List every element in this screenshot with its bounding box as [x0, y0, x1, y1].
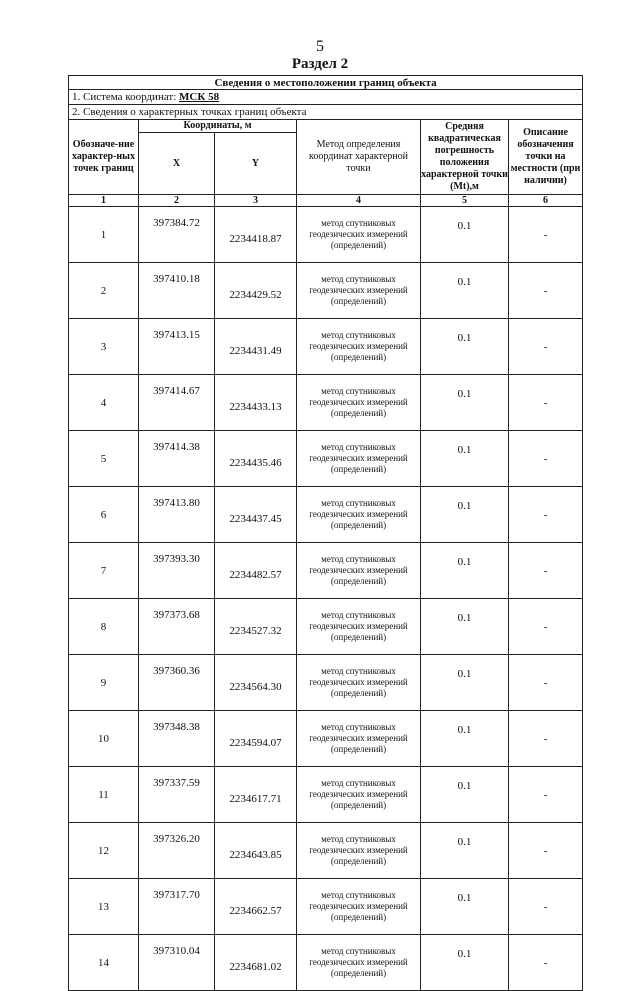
header-method: Метод определения координат характерной точки [297, 120, 421, 195]
error-cell: 0.1 [421, 431, 509, 487]
x-coordinate-cell: 397348.38 [139, 711, 215, 767]
y-coordinate-cell: 2234662.57 [215, 879, 297, 935]
table-row [69, 935, 583, 991]
description-cell: - [509, 711, 583, 767]
header-y: Y [215, 133, 297, 195]
method-cell: метод спутниковых геодезических измерений (определений) [297, 319, 421, 375]
description-cell: - [509, 487, 583, 543]
description-cell: - [509, 599, 583, 655]
error-cell: 0.1 [421, 487, 509, 543]
description-cell: - [509, 431, 583, 487]
error-cell: 0.1 [421, 879, 509, 935]
y-coordinate-cell: 2234482.57 [215, 543, 297, 599]
point-number-cell: 3 [69, 319, 139, 375]
error-cell: 0.1 [421, 263, 509, 319]
y-coordinate-cell: 2234594.07 [215, 711, 297, 767]
column-number: 3 [215, 195, 297, 207]
method-cell: метод спутниковых геодезических измерений (определений) [297, 767, 421, 823]
error-cell: 0.1 [421, 767, 509, 823]
x-coordinate-cell: 397384.72 [139, 207, 215, 263]
point-number-cell: 9 [69, 655, 139, 711]
error-cell: 0.1 [421, 319, 509, 375]
y-coordinate-cell: 2234564.30 [215, 655, 297, 711]
point-number-cell: 12 [69, 823, 139, 879]
error-cell: 0.1 [421, 823, 509, 879]
table-row [69, 599, 583, 655]
x-coordinate-cell: 397317.70 [139, 879, 215, 935]
x-coordinate-cell: 397326.20 [139, 823, 215, 879]
point-number-cell: 14 [69, 935, 139, 991]
y-coordinate-cell: 2234429.52 [215, 263, 297, 319]
table-row [69, 711, 583, 767]
column-number: 4 [297, 195, 421, 207]
table-row [69, 879, 583, 935]
error-cell: 0.1 [421, 599, 509, 655]
crs-line [69, 90, 583, 105]
point-number-cell: 10 [69, 711, 139, 767]
page-number: 5 [316, 38, 324, 55]
column-number: 1 [69, 195, 139, 207]
header-designation: Обозначе-ние характер-ных точек границ [69, 120, 139, 195]
error-cell: 0.1 [421, 375, 509, 431]
point-number-cell: 1 [69, 207, 139, 263]
y-coordinate-cell: 2234418.87 [215, 207, 297, 263]
description-cell: - [509, 823, 583, 879]
point-number-cell: 13 [69, 879, 139, 935]
header-description: Описание обозначения точки на местности (при наличии) [509, 120, 583, 195]
method-cell: метод спутниковых геодезических измерений (определений) [297, 879, 421, 935]
table-row [69, 431, 583, 487]
description-cell: - [509, 207, 583, 263]
table-row [69, 375, 583, 431]
x-coordinate-cell: 397414.67 [139, 375, 215, 431]
point-number-cell: 6 [69, 487, 139, 543]
table-row [69, 543, 583, 599]
header-x: X [139, 133, 215, 195]
method-cell: метод спутниковых геодезических измерений (определений) [297, 543, 421, 599]
section-title: Раздел 2 [291, 56, 349, 72]
point-number-cell: 5 [69, 431, 139, 487]
table-row [69, 263, 583, 319]
description-cell: - [509, 263, 583, 319]
crs-label: 1. Система координат: [72, 91, 180, 103]
x-coordinate-cell: 397413.15 [139, 319, 215, 375]
x-coordinate-cell: 397414.38 [139, 431, 215, 487]
method-cell: метод спутниковых геодезических измерений (определений) [297, 207, 421, 263]
point-number-cell: 2 [69, 263, 139, 319]
table-row [69, 207, 583, 263]
method-cell: метод спутниковых геодезических измерений (определений) [297, 599, 421, 655]
x-coordinate-cell: 397373.68 [139, 599, 215, 655]
y-coordinate-cell: 2234617.71 [215, 767, 297, 823]
header-error: Средняя квадратическая погрешность положения характерной точки (Mt),м [421, 120, 509, 195]
point-number-cell: 4 [69, 375, 139, 431]
column-number: 6 [509, 195, 583, 207]
method-cell: метод спутниковых геодезических измерений (определений) [297, 431, 421, 487]
method-cell: метод спутниковых геодезических измерений (определений) [297, 263, 421, 319]
point-number-cell: 7 [69, 543, 139, 599]
x-coordinate-cell: 397360.36 [139, 655, 215, 711]
y-coordinate-cell: 2234437.45 [215, 487, 297, 543]
y-coordinate-cell: 2234681.02 [215, 935, 297, 991]
boundary-points-table [68, 75, 583, 991]
point-number-cell: 8 [69, 599, 139, 655]
error-cell: 0.1 [421, 711, 509, 767]
x-coordinate-cell: 397393.30 [139, 543, 215, 599]
error-cell: 0.1 [421, 655, 509, 711]
description-cell: - [509, 319, 583, 375]
point-number-cell: 11 [69, 767, 139, 823]
y-coordinate-cell: 2234527.32 [215, 599, 297, 655]
y-coordinate-cell: 2234643.85 [215, 823, 297, 879]
points-section-label: 2. Сведения о характерных точках границ объекта [69, 105, 583, 120]
table-title: Сведения о местоположении границ объекта [69, 76, 583, 90]
error-cell: 0.1 [421, 935, 509, 991]
description-cell: - [509, 879, 583, 935]
method-cell: метод спутниковых геодезических измерений (определений) [297, 487, 421, 543]
description-cell: - [509, 935, 583, 991]
table-row [69, 767, 583, 823]
method-cell: метод спутниковых геодезических измерений (определений) [297, 711, 421, 767]
column-number: 2 [139, 195, 215, 207]
error-cell: 0.1 [421, 543, 509, 599]
table-row [69, 655, 583, 711]
x-coordinate-cell: 397413.80 [139, 487, 215, 543]
description-cell: - [509, 767, 583, 823]
header-coordinates: Координаты, м [139, 120, 297, 133]
y-coordinate-cell: 2234431.49 [215, 319, 297, 375]
column-numbers-row [69, 195, 583, 207]
y-coordinate-cell: 2234435.46 [215, 431, 297, 487]
table-row [69, 319, 583, 375]
method-cell: метод спутниковых геодезических измерений (определений) [297, 823, 421, 879]
crs-value: МСК 58 [179, 91, 220, 103]
x-coordinate-cell: 397410.18 [139, 263, 215, 319]
description-cell: - [509, 375, 583, 431]
method-cell: метод спутниковых геодезических измерений (определений) [297, 375, 421, 431]
table-row [69, 487, 583, 543]
description-cell: - [509, 543, 583, 599]
column-number: 5 [421, 195, 509, 207]
method-cell: метод спутниковых геодезических измерений (определений) [297, 935, 421, 991]
table-row [69, 823, 583, 879]
x-coordinate-cell: 397310.04 [139, 935, 215, 991]
error-cell: 0.1 [421, 207, 509, 263]
method-cell: метод спутниковых геодезических измерений (определений) [297, 655, 421, 711]
y-coordinate-cell: 2234433.13 [215, 375, 297, 431]
x-coordinate-cell: 397337.59 [139, 767, 215, 823]
description-cell: - [509, 655, 583, 711]
